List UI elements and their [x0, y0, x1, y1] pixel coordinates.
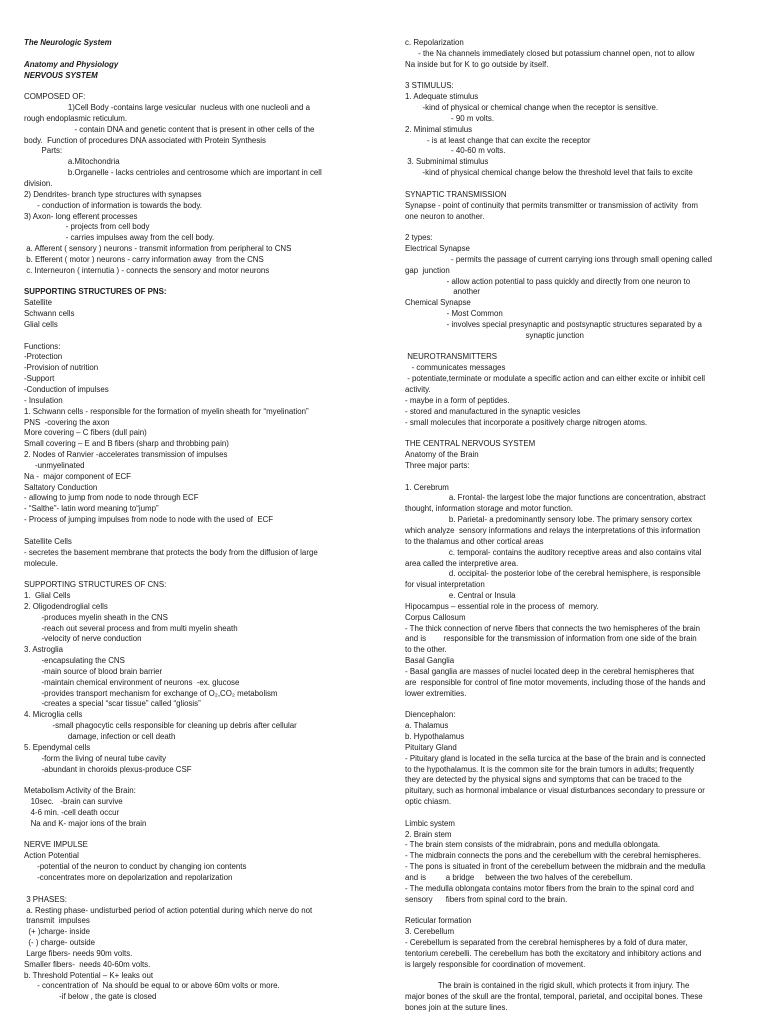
text-line: 2. Oligodendroglial cells: [24, 601, 108, 611]
text-line: major bones of the skull are the frontal, temporal, parietal, and occipital bones. These: [405, 992, 703, 1002]
text-line: sensory fibers from spinal cord to the brain.: [405, 894, 568, 904]
text-line: c. Repolarization: [405, 38, 464, 47]
text-line: 1. Glial Cells: [24, 591, 71, 601]
text-line: to the hypothalamus. It is the common site for the brain tumors in adults; frequently: [405, 764, 695, 774]
text-line: Smaller fibers- needs 40-60m volts.: [24, 959, 151, 969]
text-line: - communicates messages: [405, 363, 506, 373]
text-line: - carries impulses away from the cell body.: [24, 233, 215, 243]
text-line: SYNAPTIC TRANSMISSION: [405, 189, 507, 199]
text-line: -creates a special “scar tissue” called “gliosis”: [24, 699, 201, 709]
text-line: Na inside but for K to go outside by itself.: [405, 59, 549, 69]
text-line: which analyze sensory informations and relays the interpretations of this information: [405, 525, 701, 535]
text-line: SUPPORTING STRUCTURES OF PNS:: [24, 287, 167, 297]
text-line: Chemical Synapse: [405, 298, 471, 308]
text-line: -Support: [24, 374, 55, 384]
text-line: [24, 526, 386, 537]
text-line: d. occipital- the posterior lobe of the cerebral hemisphere, is responsible: [405, 569, 701, 579]
text-line: a. Resting phase- undisturbed period of action potential during which nerve do not: [24, 905, 313, 915]
text-line: - 40-60 m volts.: [405, 146, 506, 156]
text-line: - the Na channels immediately closed but potassium channel open, not to allow: [405, 48, 695, 58]
text-line: PNS -covering the axon: [24, 417, 110, 427]
text-line: - small molecules that incorporate a positively charge nitrogen atoms.: [405, 417, 648, 427]
text-line: - The medulla oblongata contains motor fibers from the brain to the spinal cord and: [405, 883, 694, 893]
text-line: [405, 808, 750, 819]
text-line: Electrical Synapse: [405, 244, 470, 254]
text-line: 3. Subminimal stimulus: [405, 157, 489, 167]
text-line: - potentiate,terminate or modulate a specific action and can either excite or inhibit cell: [405, 374, 706, 384]
text-line: gap junction: [405, 265, 450, 275]
text-line: -provides transport mechanism for exchange of O₂,CO₂ metabolism: [24, 688, 278, 698]
text-line: -concentrates more on depolarization and repolarization: [24, 872, 233, 882]
text-line: -abundant in choroids plexus-produce CSF: [24, 764, 192, 774]
text-line: -form the living of neural tube cavity: [24, 753, 167, 763]
text-line: e. Central or Insula: [405, 591, 516, 601]
text-line: [405, 179, 750, 190]
text-line: [405, 342, 750, 353]
text-line: [24, 830, 386, 841]
text-line: tentorium cerebelli. The cerebellum has both the excitatory and inhibitory actions and: [405, 948, 702, 958]
text-line: Anatomy and Physiology: [24, 59, 119, 69]
text-line: - maybe in a form of peptides.: [405, 395, 510, 405]
text-line: a. Thalamus: [405, 721, 449, 731]
text-line: - allow action potential to pass quickly and directly from one neuron to: [405, 276, 691, 286]
text-line: NERVE IMPULSE: [24, 840, 88, 850]
text-line: Limbic system: [405, 818, 455, 828]
text-line: [24, 569, 386, 580]
text-line: Parts:: [24, 146, 63, 156]
text-line: [405, 472, 750, 483]
text-line: Na - major component of ECF: [24, 471, 132, 481]
text-line: - concentration of Na should be equal to or above 60m volts or more.: [24, 981, 280, 991]
text-line: for visual interpretation: [405, 580, 485, 590]
text-line: Metabolism Activity of the Brain:: [24, 786, 136, 796]
text-line: c. Interneuron ( internutia ) - connects the sensory and motor neurons: [24, 265, 270, 275]
text-line: synaptic junction: [405, 330, 584, 340]
right-column: [405, 38, 750, 1014]
text-line: 1. Schwann cells - responsible for the formation of myelin sheath for “myelination”: [24, 406, 309, 416]
text-line: 4-6 min. -cell death occur: [24, 807, 120, 817]
text-line: 2. Nodes of Ranvier -accelerates transmission of impulses: [24, 450, 228, 460]
text-line: - Pituitary gland is located in the sella turcica at the base of the brain and is connected: [405, 753, 706, 763]
text-line: Saltatory Conduction: [24, 482, 98, 492]
text-line: 3. Cerebellum: [405, 927, 455, 937]
text-line: [24, 775, 386, 786]
text-line: - is at least change that can excite the receptor: [405, 135, 591, 145]
text-line: Satellite: [24, 298, 53, 308]
text-line: transmit impulses: [24, 916, 90, 926]
text-line: bones join at the suture lines.: [405, 1003, 508, 1013]
text-line: are responsible for control of fine motor movements, including those of the hands and: [405, 677, 706, 687]
text-line: Glial cells: [24, 319, 58, 329]
text-line: c. temporal- contains the auditory receptive areas and also contains vital: [405, 547, 702, 557]
text-line: Action Potential: [24, 851, 79, 861]
text-line: Functions:: [24, 341, 61, 351]
text-line: Corpus Callosum: [405, 612, 466, 622]
text-line: [405, 222, 750, 233]
text-line: and is a bridge between the two halves of the cerebellum.: [405, 872, 633, 882]
text-line: [24, 277, 386, 288]
text-line: - Insulation: [24, 395, 63, 405]
text-line: rough endoplasmic reticulum.: [24, 113, 128, 123]
text-line: b. Hypothalamus: [405, 732, 465, 741]
text-line: -produces myelin sheath in the CNS: [24, 612, 168, 622]
text-line: [405, 971, 750, 982]
text-line: - Most Common: [405, 309, 503, 319]
text-line: - permits the passage of current carrying ions through small opening called: [405, 254, 713, 264]
text-line: [24, 81, 386, 92]
text-line: More covering – C fibers (dull pain): [24, 428, 147, 438]
text-line: Basal Ganglia: [405, 656, 455, 666]
text-line: Na and K- major ions of the brain: [24, 818, 147, 828]
text-line: THE CENTRAL NERVOUS SYSTEM: [405, 439, 536, 449]
text-line: Synapse - point of continuity that permits transmitter or transmission of activity from: [405, 200, 698, 210]
text-line: area called the interpretive area.: [405, 558, 519, 568]
text-line: [405, 699, 750, 710]
text-line: 2. Brain stem: [405, 829, 452, 839]
text-line: -kind of physical or chemical change when the receptor is sensitive.: [405, 103, 659, 113]
text-line: - involves special presynaptic and postsynaptic structures separated by a: [405, 319, 702, 329]
text-line: activity.: [405, 385, 431, 394]
text-line: 10sec. -brain can survive: [24, 797, 123, 807]
text-line: The brain is contained in the rigid skull, which protects it from injury. The: [405, 981, 690, 991]
text-line: lower extremities.: [405, 688, 467, 698]
text-line: pituitary, such as hormonal imbalance or visual disturbances secondary to pressure or: [405, 786, 705, 796]
text-line: 2) Dendrites- branch type structures with synapses: [24, 189, 202, 199]
text-line: Anatomy of the Brain: [405, 450, 479, 460]
text-line: division.: [24, 178, 53, 188]
text-line: a. Frontal- the largest lobe the major functions are concentration, abstract: [405, 493, 706, 503]
text-line: - Process of jumping impulses from node to node with the used of ECF: [24, 515, 274, 525]
text-line: Reticular formation: [405, 916, 472, 926]
text-line: - Cerebellum is separated from the cerebral hemispheres by a fold of dura mater,: [405, 938, 688, 948]
text-line: to the thalamus and other cortical areas: [405, 536, 544, 546]
text-line: - “Salthe”- latin word meaning to“jump”: [24, 504, 159, 514]
text-line: molecule.: [24, 558, 58, 568]
text-line: [405, 906, 750, 917]
text-line: COMPOSED OF:: [24, 92, 86, 102]
text-line: - The brain stem consists of the midrabrain, pons and medulla oblongata.: [405, 840, 661, 850]
text-line: -main source of blood brain barrier: [24, 666, 163, 676]
left-column: [24, 38, 386, 1003]
text-line: to the other.: [405, 645, 447, 655]
text-line: Diencephalon:: [405, 710, 456, 720]
text-line: b. Efferent ( motor ) neurons - carry information away from the CNS: [24, 254, 264, 264]
text-line: 1. Adequate stimulus: [405, 92, 479, 102]
text-line: is largely responsible for coordination of movement.: [405, 959, 586, 969]
text-line: -if below , the gate is closed: [24, 992, 157, 1002]
text-line: Three major parts:: [405, 460, 470, 470]
text-line: one neuron to another.: [405, 211, 485, 221]
text-line: 1. Cerebrum: [405, 482, 449, 492]
text-line: 4. Microglia cells: [24, 710, 83, 720]
text-line: 5. Ependymal cells: [24, 742, 91, 752]
text-line: - The pons is situated in front of the cerebellum between the midbrain and the medulla: [405, 862, 706, 872]
text-line: another: [405, 287, 480, 297]
text-line: b.Organelle - lacks centrioles and centrosome which are important in cell: [24, 168, 322, 178]
text-line: The Neurologic System: [24, 38, 112, 47]
text-line: - secretes the basement membrane that protects the body from the diffusion of large: [24, 547, 318, 557]
text-line: 3) Axon- long efferent processes: [24, 211, 138, 221]
text-line: 3. Astroglia: [24, 645, 64, 655]
text-line: [24, 49, 386, 60]
text-line: thought, information storage and motor function.: [405, 504, 573, 514]
text-line: - contain DNA and genetic content that is present in other cells of the: [24, 124, 315, 134]
text-line: Large fibers- needs 90m volts.: [24, 948, 133, 958]
text-line: a.Mitochondria: [24, 157, 120, 167]
text-line: and is responsible for the transmission of information from one side of the brain: [405, 634, 697, 644]
text-line: Pituitary Gland: [405, 742, 457, 752]
text-line: -kind of physical chemical change below the threshold level that fails to excite: [405, 168, 693, 178]
text-line: 2. Minimal stimulus: [405, 124, 473, 134]
text-line: -potential of the neuron to conduct by changing ion contents: [24, 862, 247, 872]
text-line: -velocity of nerve conduction: [24, 634, 142, 644]
text-line: (+ )charge- inside: [24, 927, 91, 937]
text-line: - conduction of information is towards the body.: [24, 200, 202, 210]
text-line: Hipocampus – essential role in the process of memory.: [405, 601, 599, 611]
text-line: - The thick connection of nerve fibers that connects the two hemispheres of the brain: [405, 623, 701, 633]
text-line: - Basal ganglia are masses of nuclei located deep in the cerebral hemispheres that: [405, 666, 695, 676]
text-line: NEUROTRANSMITTERS: [405, 352, 498, 362]
text-line: Small covering – E and B fibers (sharp and throbbing pain): [24, 439, 229, 449]
text-line: b. Threshold Potential – K+ leaks out: [24, 970, 154, 980]
text-line: -Provision of nutrition: [24, 363, 99, 373]
text-line: - projects from cell body: [24, 222, 150, 232]
text-line: (- ) charge- outside: [24, 938, 96, 948]
text-line: body. Function of procedures DNA associated with Protein Synthesis: [24, 135, 266, 145]
text-line: -encapsulating the CNS: [24, 656, 125, 666]
text-line: -small phagocytic cells responsible for cleaning up debris after cellular: [24, 721, 297, 731]
text-line: Satellite Cells: [24, 536, 72, 546]
text-line: damage, infection or cell death: [24, 732, 176, 741]
text-line: they are detected by the physical signs and symptoms that can be traced to the: [405, 775, 682, 785]
text-line: a. Afferent ( sensory ) neurons - transmit information from peripheral to CNS: [24, 244, 292, 254]
text-line: [405, 428, 750, 439]
text-line: -maintain chemical environment of neurons -ex. glucose: [24, 677, 240, 687]
text-line: -unmyelinated: [24, 460, 85, 470]
text-line: NERVOUS SYSTEM: [24, 70, 98, 80]
text-line: optic chiasm.: [405, 797, 452, 807]
text-line: 3 PHASES:: [24, 894, 67, 904]
text-line: - allowing to jump from node to node through ECF: [24, 493, 199, 503]
text-line: Schwann cells: [24, 309, 75, 319]
text-line: 3 STIMULUS:: [405, 81, 454, 91]
text-line: 1)Cell Body -contains large vesicular nucleus with one nucleoli and a: [24, 103, 310, 113]
text-line: - stored and manufactured in the synaptic vesicles: [405, 406, 581, 416]
text-line: [405, 71, 750, 82]
text-line: [24, 884, 386, 895]
text-line: SUPPORTING STRUCTURES OF CNS:: [24, 580, 167, 590]
text-line: -reach out several process and from multi myelin sheath: [24, 623, 238, 633]
text-line: b. Parietal- a predominantly sensory lobe. The primary sensory cortex: [405, 515, 693, 525]
text-line: [24, 331, 386, 342]
text-line: -Conduction of impulses: [24, 385, 109, 394]
text-line: 2 types:: [405, 233, 433, 243]
text-line: - 90 m volts.: [405, 113, 495, 123]
text-line: - The midbrain connects the pons and the cerebellum with the cerebral hemispheres.: [405, 851, 701, 861]
text-line: -Protection: [24, 352, 63, 362]
